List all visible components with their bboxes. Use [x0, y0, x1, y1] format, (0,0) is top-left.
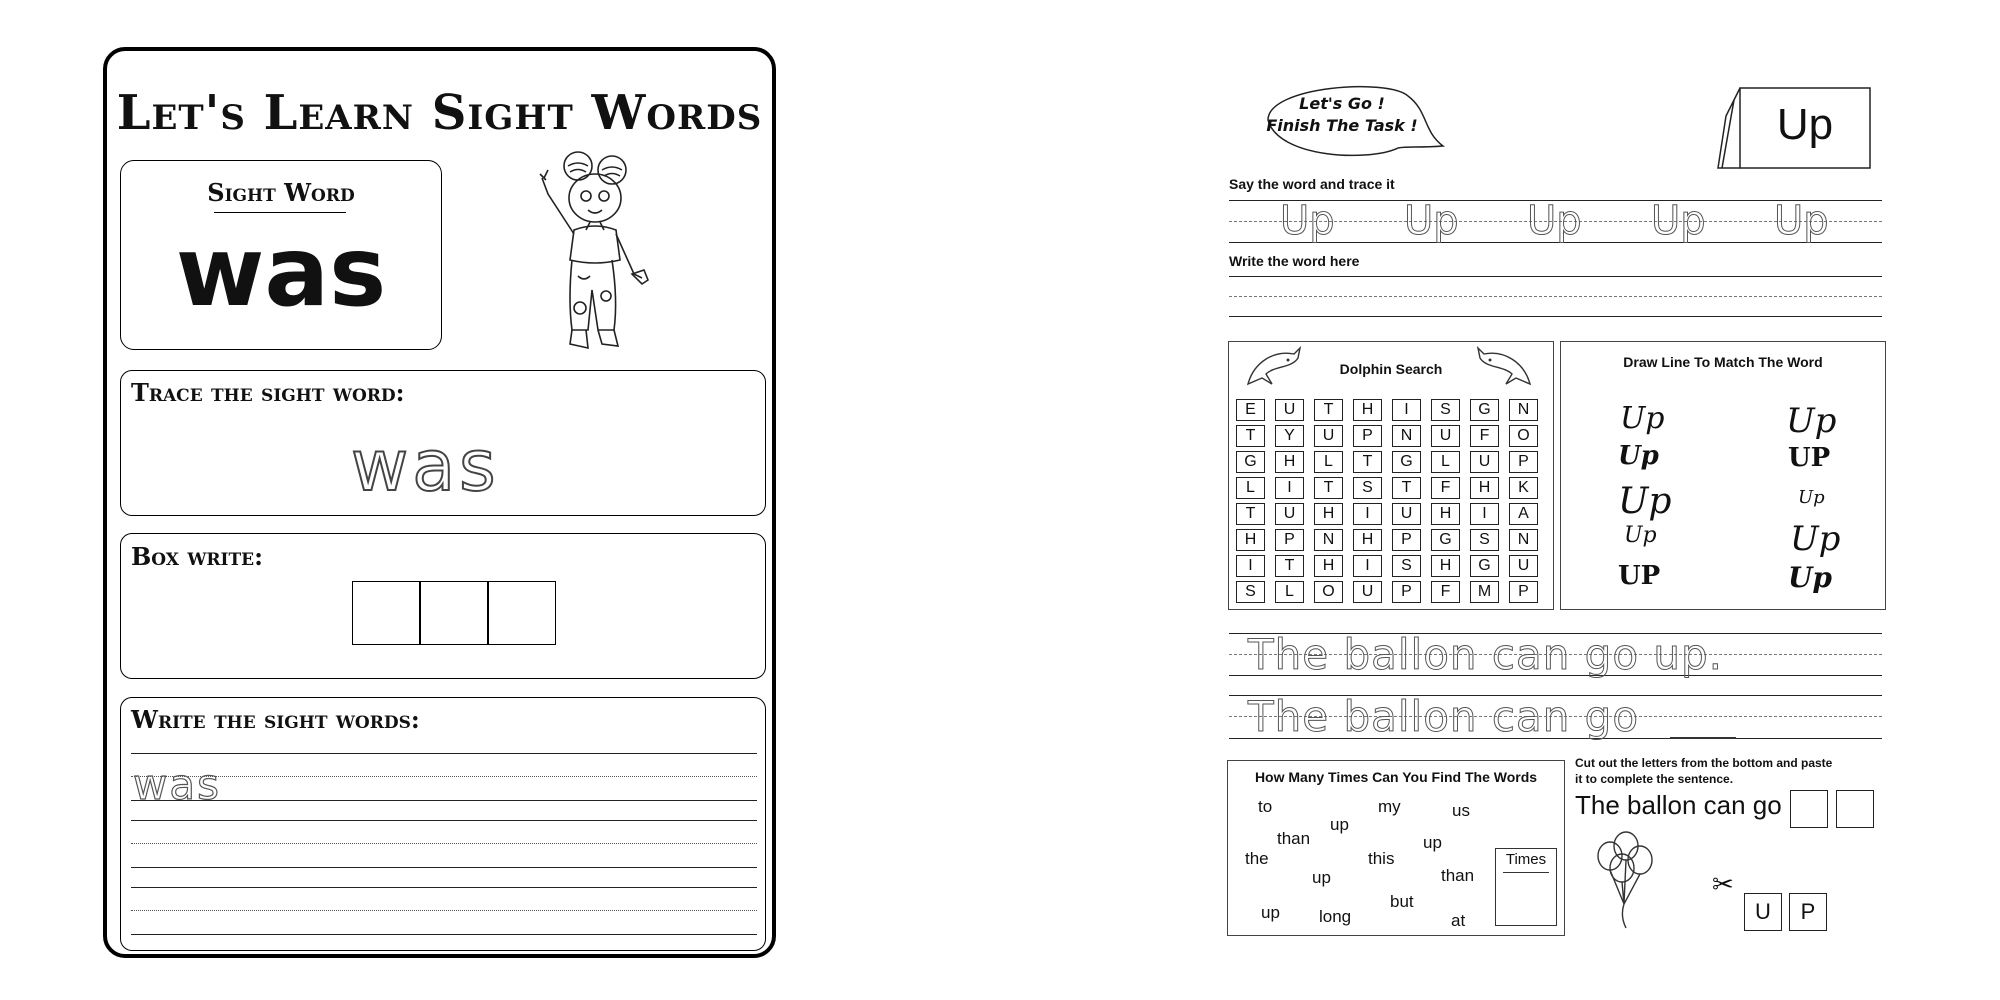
- word-search-cell[interactable]: P: [1275, 529, 1304, 551]
- match-left-word: Up: [1618, 481, 1672, 522]
- match-left-word: Up: [1618, 441, 1659, 471]
- word-search-cell[interactable]: L: [1275, 581, 1304, 603]
- trace-word: Up: [1774, 198, 1829, 244]
- word-search-cell[interactable]: L: [1431, 451, 1460, 473]
- match-right-word: UP: [1788, 443, 1831, 473]
- writing-line: [131, 820, 757, 821]
- trace-label: Trace the sight word:: [131, 378, 405, 407]
- word-search-cell[interactable]: N: [1509, 529, 1538, 551]
- word-search-cell[interactable]: I: [1392, 399, 1421, 421]
- writing-line: [131, 753, 757, 754]
- word-search-cell[interactable]: P: [1509, 581, 1538, 603]
- word-search-cell[interactable]: O: [1509, 425, 1538, 447]
- word-search-cell[interactable]: G: [1470, 399, 1499, 421]
- word-search-cell[interactable]: U: [1509, 555, 1538, 577]
- word-search-cell[interactable]: I: [1470, 503, 1499, 525]
- writing-line: [131, 934, 757, 935]
- dolphin-search-title: Dolphin Search: [1339, 361, 1443, 377]
- write-label: Write the sight words:: [131, 705, 420, 734]
- letter-box: [488, 581, 556, 645]
- word-search-cell[interactable]: G: [1431, 529, 1460, 551]
- count-word: up: [1423, 833, 1442, 852]
- count-word: to: [1258, 797, 1273, 816]
- count-word: than: [1277, 829, 1311, 848]
- match-right-word: Up: [1798, 487, 1825, 508]
- word-search-cell[interactable]: G: [1392, 451, 1421, 473]
- writing-line: [131, 867, 757, 868]
- sentence-trace-1: The ballon can go up.: [1248, 630, 1724, 679]
- count-title: How Many Times Can You Find The Words: [1254, 769, 1538, 785]
- word-search-cell[interactable]: S: [1353, 477, 1382, 499]
- word-search-cell[interactable]: N: [1392, 425, 1421, 447]
- word-search-cell[interactable]: H: [1431, 555, 1460, 577]
- word-search-cell[interactable]: H: [1314, 503, 1343, 525]
- count-word: than: [1441, 866, 1475, 885]
- word-search-cell[interactable]: L: [1236, 477, 1265, 499]
- word-search-cell[interactable]: U: [1392, 503, 1421, 525]
- word-search-cell[interactable]: P: [1509, 451, 1538, 473]
- word-search-cell[interactable]: U: [1275, 503, 1304, 525]
- letter-tile[interactable]: U: [1744, 893, 1782, 931]
- word-search-cell[interactable]: S: [1392, 555, 1421, 577]
- word-card: Up: [1776, 100, 1834, 149]
- box-write-label: Box write:: [131, 542, 263, 571]
- writing-midline: [131, 843, 757, 844]
- count-word: my: [1378, 797, 1401, 816]
- cut-instruction-2: it to complete the sentence.: [1575, 772, 1734, 786]
- word-search-cell[interactable]: U: [1353, 581, 1382, 603]
- word-search-cell[interactable]: I: [1275, 477, 1304, 499]
- word-search-cell[interactable]: M: [1470, 581, 1499, 603]
- word-search-cell[interactable]: T: [1353, 451, 1382, 473]
- word-search-cell[interactable]: I: [1353, 503, 1382, 525]
- word-search-cell[interactable]: T: [1392, 477, 1421, 499]
- paste-box[interactable]: [1790, 790, 1828, 828]
- times-label: Times: [1505, 851, 1547, 868]
- trace-word: Up: [1280, 198, 1335, 244]
- word-search-cell[interactable]: U: [1431, 425, 1460, 447]
- word-search-cell[interactable]: H: [1275, 451, 1304, 473]
- sentence-blank: [1670, 737, 1736, 739]
- count-word: long: [1319, 907, 1352, 926]
- word-search-cell[interactable]: F: [1431, 581, 1460, 603]
- word-search-cell[interactable]: G: [1236, 451, 1265, 473]
- word-search-cell[interactable]: K: [1509, 477, 1538, 499]
- count-word: at: [1451, 911, 1466, 930]
- word-search-cell[interactable]: S: [1470, 529, 1499, 551]
- match-left-word: UP: [1618, 561, 1661, 591]
- word-search-cell[interactable]: T: [1275, 555, 1304, 577]
- write-trace-word: was: [133, 760, 221, 809]
- letter-tile[interactable]: P: [1789, 893, 1827, 931]
- writing-line: [131, 887, 757, 888]
- sight-word-label-underline: [214, 212, 346, 213]
- writing-line: [131, 800, 757, 801]
- write-mid-line: [1229, 296, 1882, 297]
- count-word: up: [1330, 815, 1349, 834]
- sentence-trace-2: The ballon can go: [1248, 692, 1640, 741]
- trace-word: Up: [1527, 198, 1582, 244]
- say-trace-label: Say the word and trace it: [1229, 176, 1395, 192]
- count-word: up: [1312, 868, 1331, 887]
- word-search-cell[interactable]: U: [1314, 425, 1343, 447]
- write-top-line: [1229, 276, 1882, 277]
- write-here-label: Write the word here: [1229, 253, 1360, 269]
- word-search-cell[interactable]: H: [1314, 555, 1343, 577]
- word-search-cell[interactable]: T: [1314, 477, 1343, 499]
- word-search-cell[interactable]: G: [1470, 555, 1499, 577]
- word-search-cell[interactable]: P: [1392, 529, 1421, 551]
- trace-word: Up: [1651, 198, 1706, 244]
- girl-illustration: [520, 148, 660, 368]
- bubble-line-1: Let's Go !: [1299, 94, 1385, 113]
- word-search-cell[interactable]: S: [1431, 399, 1460, 421]
- count-word: this: [1368, 849, 1395, 868]
- word-search-cell[interactable]: H: [1431, 503, 1460, 525]
- times-underline: [1503, 872, 1549, 873]
- word-search-cell[interactable]: N: [1314, 529, 1343, 551]
- trace-word: was: [351, 425, 500, 507]
- word-search-cell[interactable]: F: [1470, 425, 1499, 447]
- word-search-cell[interactable]: A: [1509, 503, 1538, 525]
- match-right-word: Up: [1790, 519, 1841, 559]
- match-left-word: Up: [1624, 523, 1657, 548]
- letter-box: [420, 581, 488, 645]
- sight-word: was: [175, 216, 387, 328]
- word-search-cell[interactable]: T: [1314, 399, 1343, 421]
- match-right-word: Up: [1788, 561, 1832, 594]
- match-title: Draw Line To Match The Word: [1623, 354, 1823, 370]
- word-search-cell[interactable]: O: [1314, 581, 1343, 603]
- word-search-cell[interactable]: P: [1392, 581, 1421, 603]
- count-word: up: [1261, 903, 1280, 922]
- match-panel: [1560, 341, 1886, 610]
- word-search-cell[interactable]: Y: [1275, 425, 1304, 447]
- paste-box[interactable]: [1836, 790, 1874, 828]
- worksheet-title: Let's Learn Sight Words: [116, 85, 763, 141]
- word-search-cell[interactable]: S: [1236, 581, 1265, 603]
- word-search-cell[interactable]: I: [1353, 555, 1382, 577]
- word-search-cell[interactable]: U: [1470, 451, 1499, 473]
- word-search-cell[interactable]: P: [1353, 425, 1382, 447]
- word-search-cell[interactable]: U: [1275, 399, 1304, 421]
- word-search-cell[interactable]: N: [1509, 399, 1538, 421]
- word-search-cell[interactable]: H: [1353, 399, 1382, 421]
- word-search-cell[interactable]: L: [1314, 451, 1343, 473]
- word-search-cell[interactable]: I: [1236, 555, 1265, 577]
- word-search-cell[interactable]: F: [1431, 477, 1460, 499]
- balloons-icon: [1590, 826, 1662, 930]
- trace-word: Up: [1404, 198, 1459, 244]
- letter-box: [352, 581, 420, 645]
- bubble-line-2: Finish The Task !: [1266, 116, 1418, 135]
- write-section: [120, 697, 766, 951]
- count-word: the: [1245, 849, 1269, 868]
- word-search-cell[interactable]: T: [1236, 503, 1265, 525]
- match-left-word: Up: [1620, 401, 1665, 436]
- word-search-cell[interactable]: T: [1236, 425, 1265, 447]
- writing-midline: [131, 776, 757, 777]
- sight-word-label: Sight Word: [207, 178, 355, 207]
- cut-instruction-1: Cut out the letters from the bottom and paste: [1575, 756, 1833, 770]
- word-search-cell[interactable]: E: [1236, 399, 1265, 421]
- word-search-cell[interactable]: H: [1353, 529, 1382, 551]
- match-right-word: Up: [1786, 401, 1837, 441]
- write-base-line: [1229, 316, 1882, 317]
- count-word: but: [1390, 892, 1414, 911]
- word-search-grid: [1236, 399, 1548, 607]
- paste-sentence: The ballon can go: [1575, 790, 1782, 820]
- scissors-icon: ✂: [1712, 870, 1734, 900]
- word-search-cell[interactable]: H: [1470, 477, 1499, 499]
- writing-midline: [131, 910, 757, 911]
- word-search-cell[interactable]: H: [1236, 529, 1265, 551]
- count-word: us: [1452, 801, 1470, 820]
